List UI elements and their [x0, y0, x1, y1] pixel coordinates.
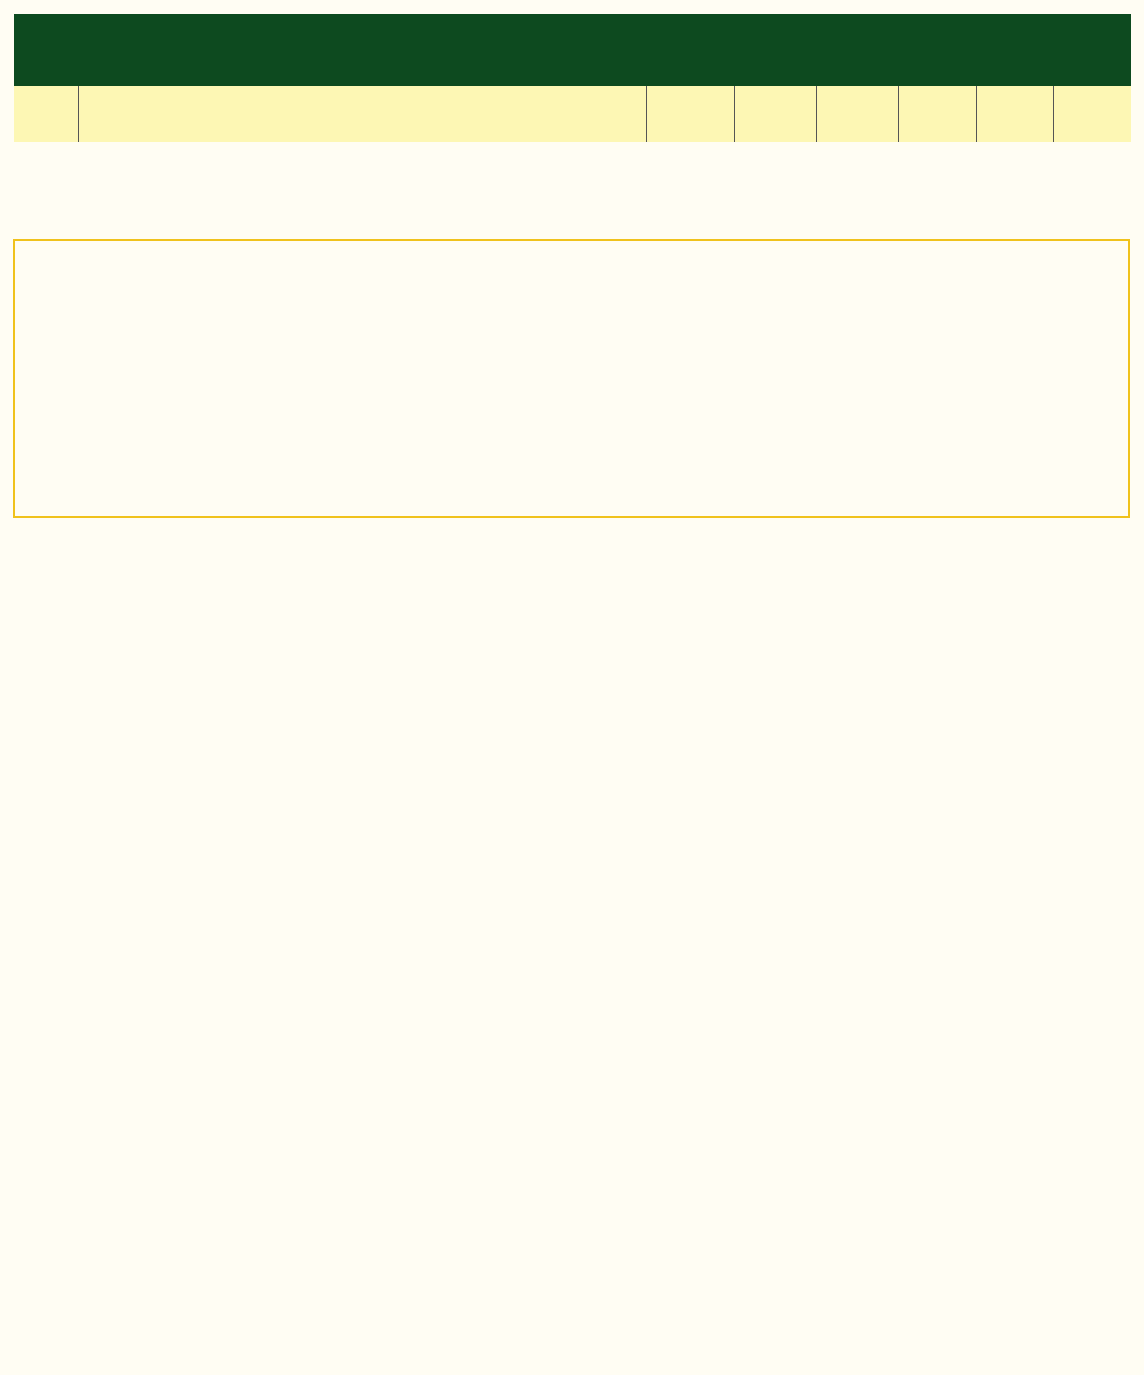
highlight-frame	[13, 239, 1130, 518]
col-header-premium-ultra	[1053, 86, 1131, 142]
header-row	[14, 86, 1131, 142]
col-header-category	[78, 86, 646, 142]
col-header-sn	[14, 86, 78, 142]
rates-table	[14, 86, 1131, 142]
col-header-prestige-rate	[898, 86, 976, 142]
col-header-premium-rate-head-office	[816, 86, 898, 142]
col-header-premium-rate	[734, 86, 816, 142]
col-header-premium-mobile	[976, 86, 1053, 142]
col-header-standard-rate	[646, 86, 734, 142]
title-banner	[14, 14, 1131, 86]
